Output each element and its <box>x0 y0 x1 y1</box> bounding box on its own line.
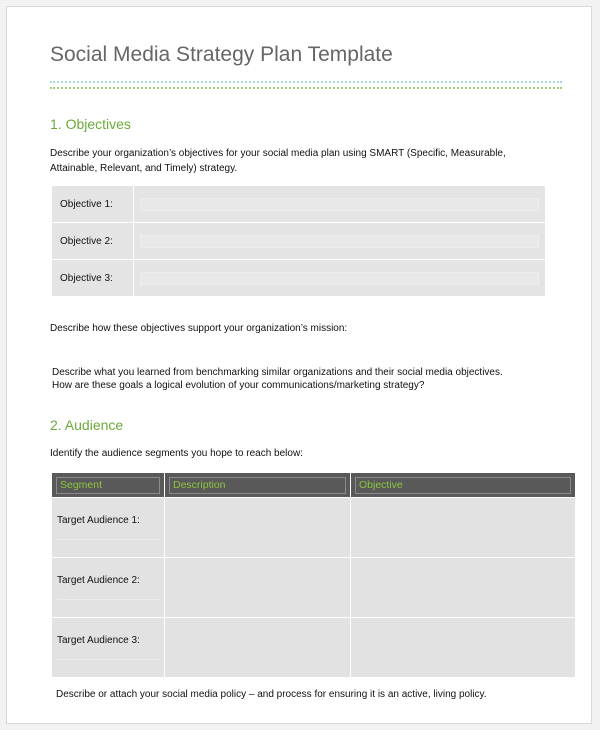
column-header-segment: Segment <box>52 473 165 498</box>
objective-3-input[interactable] <box>140 272 539 285</box>
table-row <box>52 223 546 260</box>
document-page <box>6 6 592 724</box>
section-heading-objectives: 1. Objectives <box>50 116 131 132</box>
objective-2-input[interactable] <box>140 235 539 248</box>
objectives-intro: Describe your organization’s objectives for your social media plan using SMART (Specific, Measurable, Attainable, Relevant, and Timely) strategy. <box>50 148 506 174</box>
objective-1-field[interactable] <box>134 186 546 223</box>
title-divider-bottom <box>50 87 562 89</box>
table-header-row <box>52 473 576 498</box>
table-row <box>52 186 546 223</box>
description-cell[interactable] <box>165 558 351 618</box>
benchmark-prompt-line-2: How are these goals a logical evolution of your communications/marketing strategy? <box>52 380 425 391</box>
objective-cell[interactable] <box>351 558 576 618</box>
objective-1-input[interactable] <box>140 198 539 211</box>
column-header-objective: Objective <box>351 473 576 498</box>
table-row <box>52 498 576 558</box>
objective-label: Objective 3: <box>52 260 134 297</box>
segment-cell: Target Audience 3: <box>52 618 165 678</box>
benchmark-prompt-line-1: Describe what you learned from benchmarking similar organizations and their social media objectives. <box>52 367 503 378</box>
segment-cell: Target Audience 2: <box>52 558 165 618</box>
mission-prompt: Describe how these objectives support your organization’s mission: <box>50 323 348 334</box>
objective-label: Objective 2: <box>52 223 134 260</box>
title-divider-top <box>50 81 562 83</box>
description-cell[interactable] <box>165 498 351 558</box>
audience-table <box>51 472 576 678</box>
policy-prompt: Describe or attach your social media policy – and process for ensuring it is an active, living policy. <box>56 689 487 700</box>
objective-label: Objective 1: <box>52 186 134 223</box>
objective-3-field[interactable] <box>134 260 546 297</box>
segment-cell: Target Audience 1: <box>52 498 165 558</box>
objective-cell[interactable] <box>351 618 576 678</box>
section-heading-audience: 2. Audience <box>50 417 124 433</box>
objectives-table <box>51 185 546 297</box>
table-row <box>52 558 576 618</box>
objective-cell[interactable] <box>351 498 576 558</box>
table-row <box>52 618 576 678</box>
objective-2-field[interactable] <box>134 223 546 260</box>
audience-intro: Identify the audience segments you hope to reach below: <box>50 448 303 459</box>
description-cell[interactable] <box>165 618 351 678</box>
column-header-description: Description <box>165 473 351 498</box>
page-title: Social Media Strategy Plan Template <box>50 43 393 66</box>
table-row <box>52 260 546 297</box>
